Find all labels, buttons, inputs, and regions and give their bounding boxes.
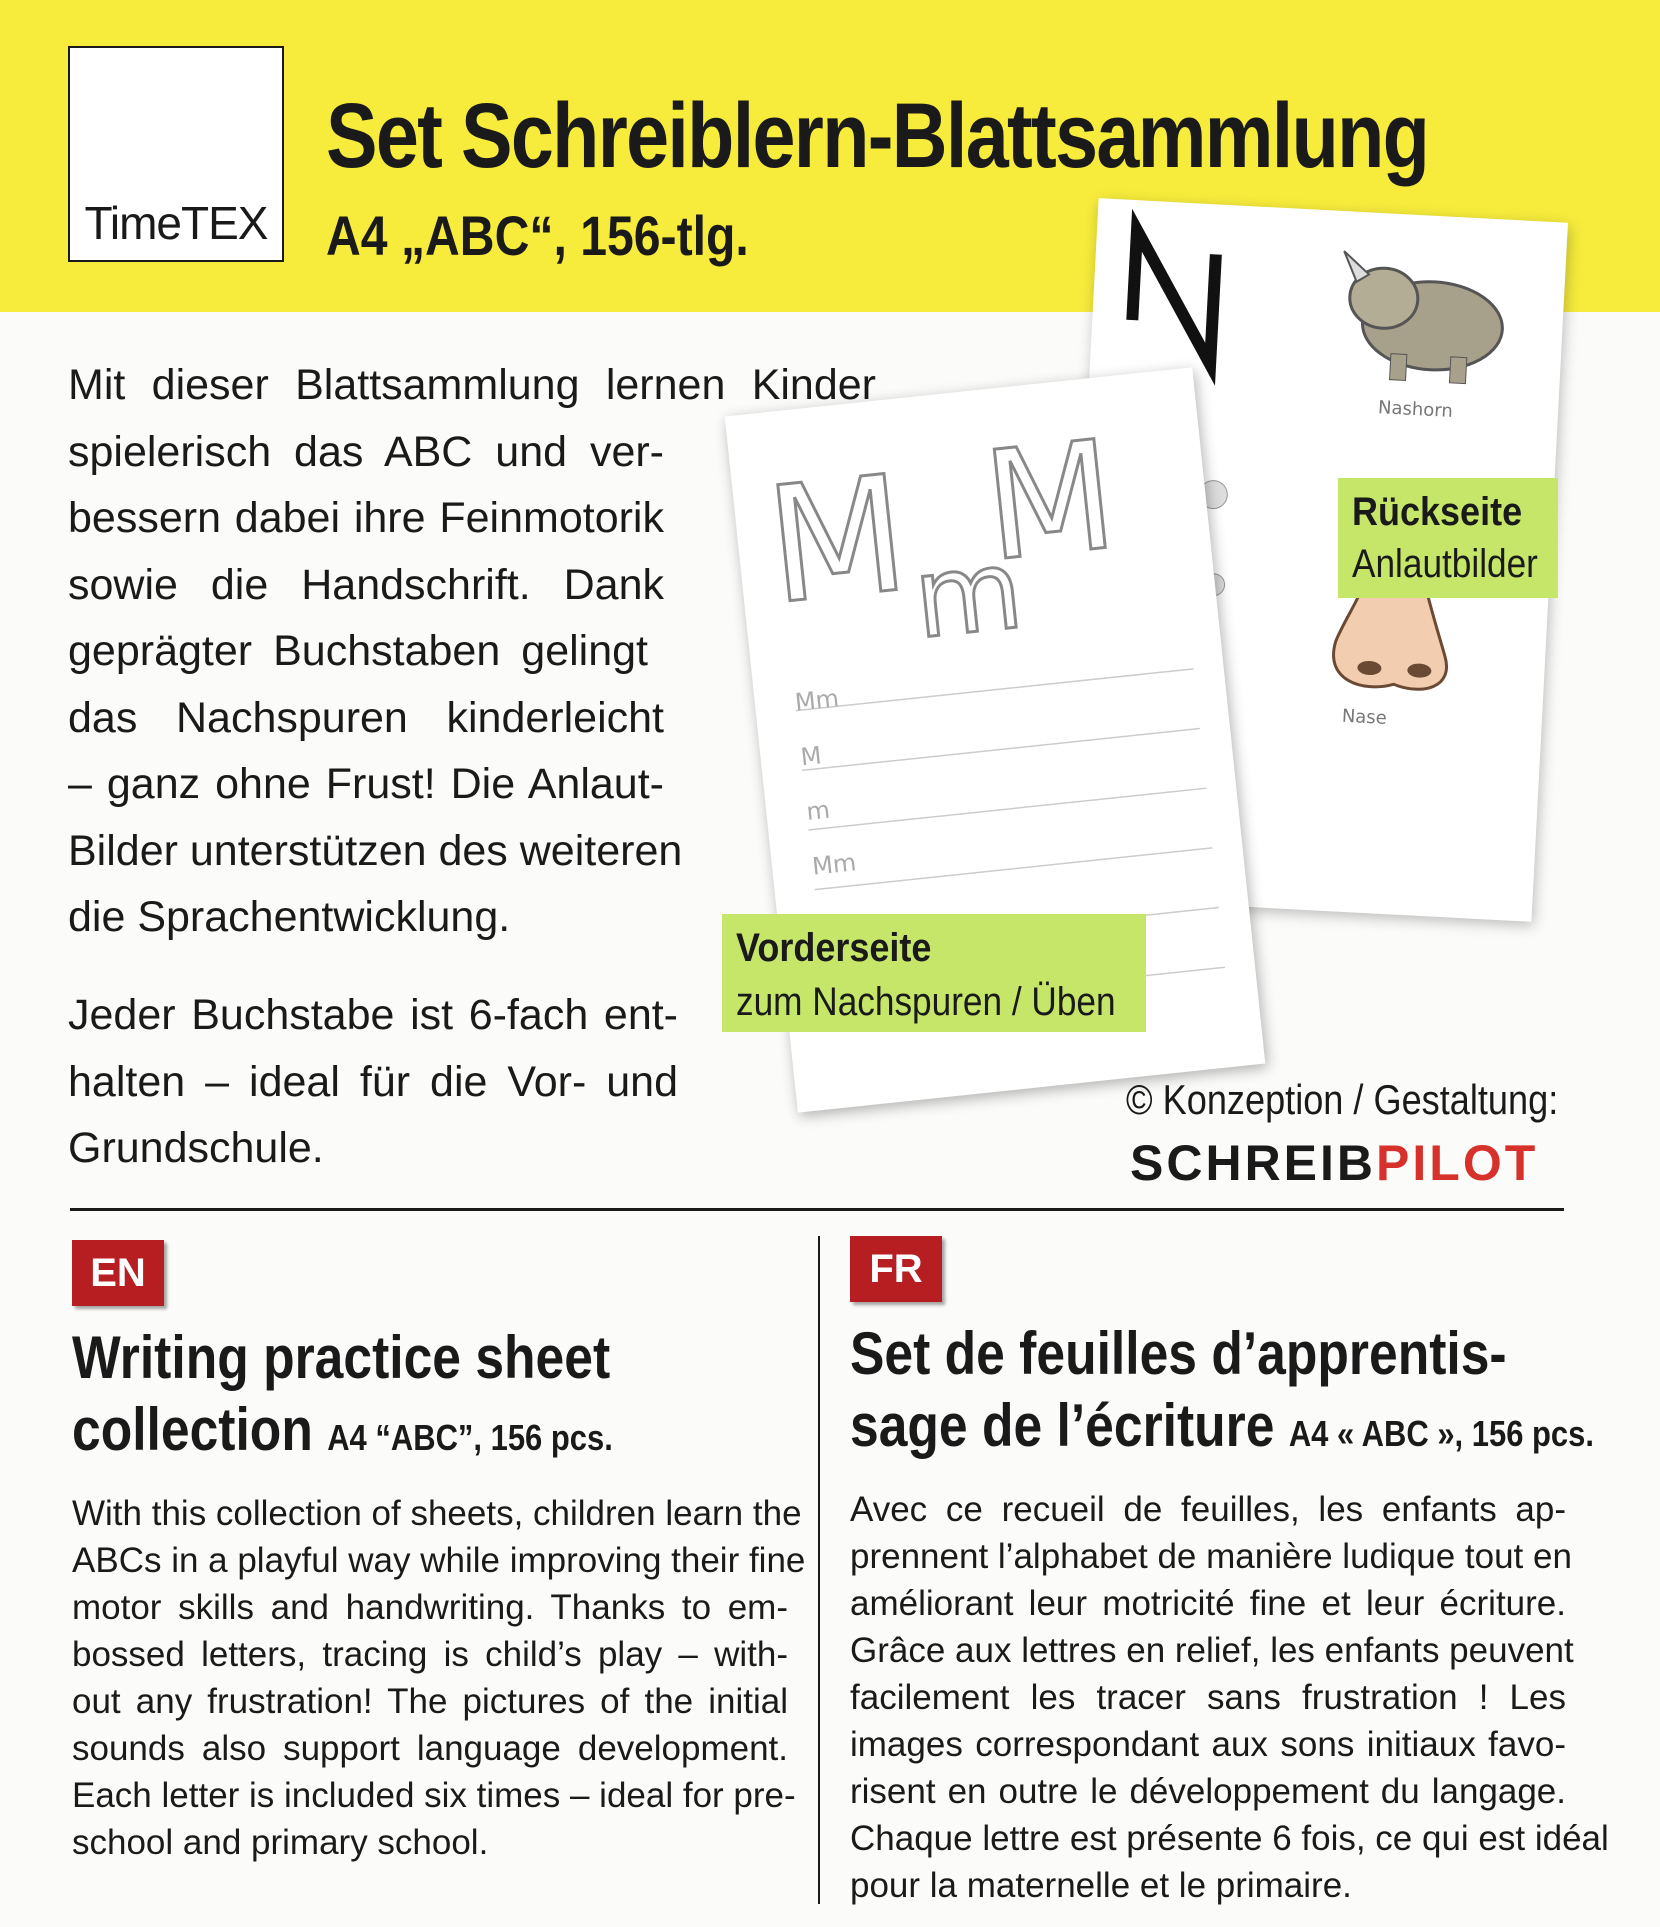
fr-line: Chaque lettre est présente 6 fois, ce qui est idéal [850, 1819, 1609, 1858]
en-title-2-main: collection [72, 1396, 313, 1463]
back-label-sub: Anlautbilder [1352, 542, 1538, 586]
front-label-sub: zum Nachspuren / Üben [736, 980, 1116, 1024]
english-description [72, 1490, 806, 1866]
de-line: sowie die Handschrift. Dank [68, 560, 664, 609]
fr-line: pour la maternelle et le primaire. [850, 1866, 1352, 1905]
de-line: die Sprachentwicklung. [68, 893, 511, 941]
en-line: school and primary school. [72, 1823, 489, 1862]
back-label-title: Rückseite [1352, 490, 1523, 534]
credit-line: © Konzeption / Gestaltung: [1126, 1076, 1559, 1123]
nose-word: Nase [1341, 705, 1388, 729]
practice-row: Mm [810, 848, 858, 881]
fr-line: améliorant leur motricité fine et leur écriture. [850, 1584, 1566, 1623]
en-title-1: Writing practice sheet [72, 1324, 611, 1391]
french-description [850, 1486, 1609, 1909]
practice-row: Mm [793, 684, 841, 717]
fr-line: risent en outre le développement du langage. [850, 1772, 1566, 1811]
logo-text: TimeTEX [84, 197, 268, 249]
german-description-2 [68, 982, 678, 1182]
big-letter-n [1130, 230, 1217, 364]
de-line: bessern dabei ihre Feinmotorik [68, 494, 664, 542]
fr-line: Grâce aux lettres en relief, les enfants peuvent [850, 1631, 1574, 1670]
de-line: – ganz ohne Frust! Die Anlaut- [68, 760, 664, 808]
en-line: motor skills and handwriting. Thanks to em- [72, 1588, 788, 1627]
en-line: With this collection of sheets, children learn the [72, 1494, 802, 1533]
de-line: Mit dieser Blattsammlung lernen Kinder [68, 361, 876, 409]
fr-line: Avec ce recueil de feuilles, les enfants ap- [850, 1490, 1566, 1529]
de-line: das Nachspuren kinderleicht [68, 693, 664, 742]
de-line: geprägter Buchstaben gelingt [68, 627, 648, 675]
column-divider [818, 1236, 820, 1904]
de-line: Bilder unterstützen des weiteren [68, 826, 683, 875]
fr-line: facilement les tracer sans frustration ! Les [850, 1678, 1566, 1717]
product-title: Set Schreiblern-Blattsammlung [326, 85, 1429, 187]
en-line: bossed letters, tracing is child’s play – with- [72, 1635, 788, 1674]
trace-big-m: M [976, 408, 1124, 596]
trace-big-m: M [758, 439, 916, 641]
schreibpilot-logo [1130, 1134, 1538, 1192]
front-side-label [722, 914, 1146, 1032]
de-line: Jeder Buchstabe ist 6-fach ent- [68, 991, 678, 1039]
fr-title-2-spec: A4 « ABC », 156 pcs. [1288, 1413, 1594, 1454]
fr-title-2-main: sage de l’écriture [850, 1392, 1275, 1459]
practice-row: M [799, 741, 823, 772]
back-side-label [1338, 478, 1558, 598]
fr-badge: FR [850, 1236, 942, 1302]
de-line: Grundschule. [68, 1124, 324, 1172]
en-title-2 [72, 1394, 613, 1474]
rhino-word: Nashorn [1377, 397, 1454, 422]
brand-part-1: SCHREIB [1130, 1135, 1377, 1191]
de-line: halten – ideal für die Vor- und [68, 1057, 678, 1106]
product-subtitle: A4 „ABC“, 156-tlg. [326, 204, 749, 267]
timetex-logo [68, 46, 284, 262]
brand-part-2: PILOT [1376, 1135, 1539, 1191]
en-line: Each letter is included six times – ideal for pre- [72, 1776, 796, 1815]
fr-title-1: Set de feuilles d’apprentis- [850, 1320, 1507, 1387]
en-title-2-spec: A4 “ABC”, 156 pcs. [327, 1417, 613, 1458]
en-line: out any frustration! The pictures of the initial [72, 1682, 788, 1721]
front-label-title: Vorderseite [736, 926, 932, 970]
fr-title-2 [850, 1390, 1594, 1470]
rhino-icon [1338, 251, 1506, 385]
practice-row: m [805, 795, 832, 827]
de-line: spielerisch das ABC und ver- [68, 427, 664, 476]
tracing-letters [758, 409, 1130, 678]
en-line: sounds also support language development. [72, 1729, 788, 1768]
en-line: ABCs in a playful way while improving their fine [72, 1541, 806, 1580]
trace-small-m: m [908, 524, 1029, 664]
en-badge: EN [72, 1240, 164, 1306]
fr-line: images correspondant aux sons initiaux favo- [850, 1725, 1566, 1764]
section-divider [70, 1208, 1564, 1211]
fr-line: prennent l’alphabet de manière ludique tout en [850, 1537, 1572, 1576]
